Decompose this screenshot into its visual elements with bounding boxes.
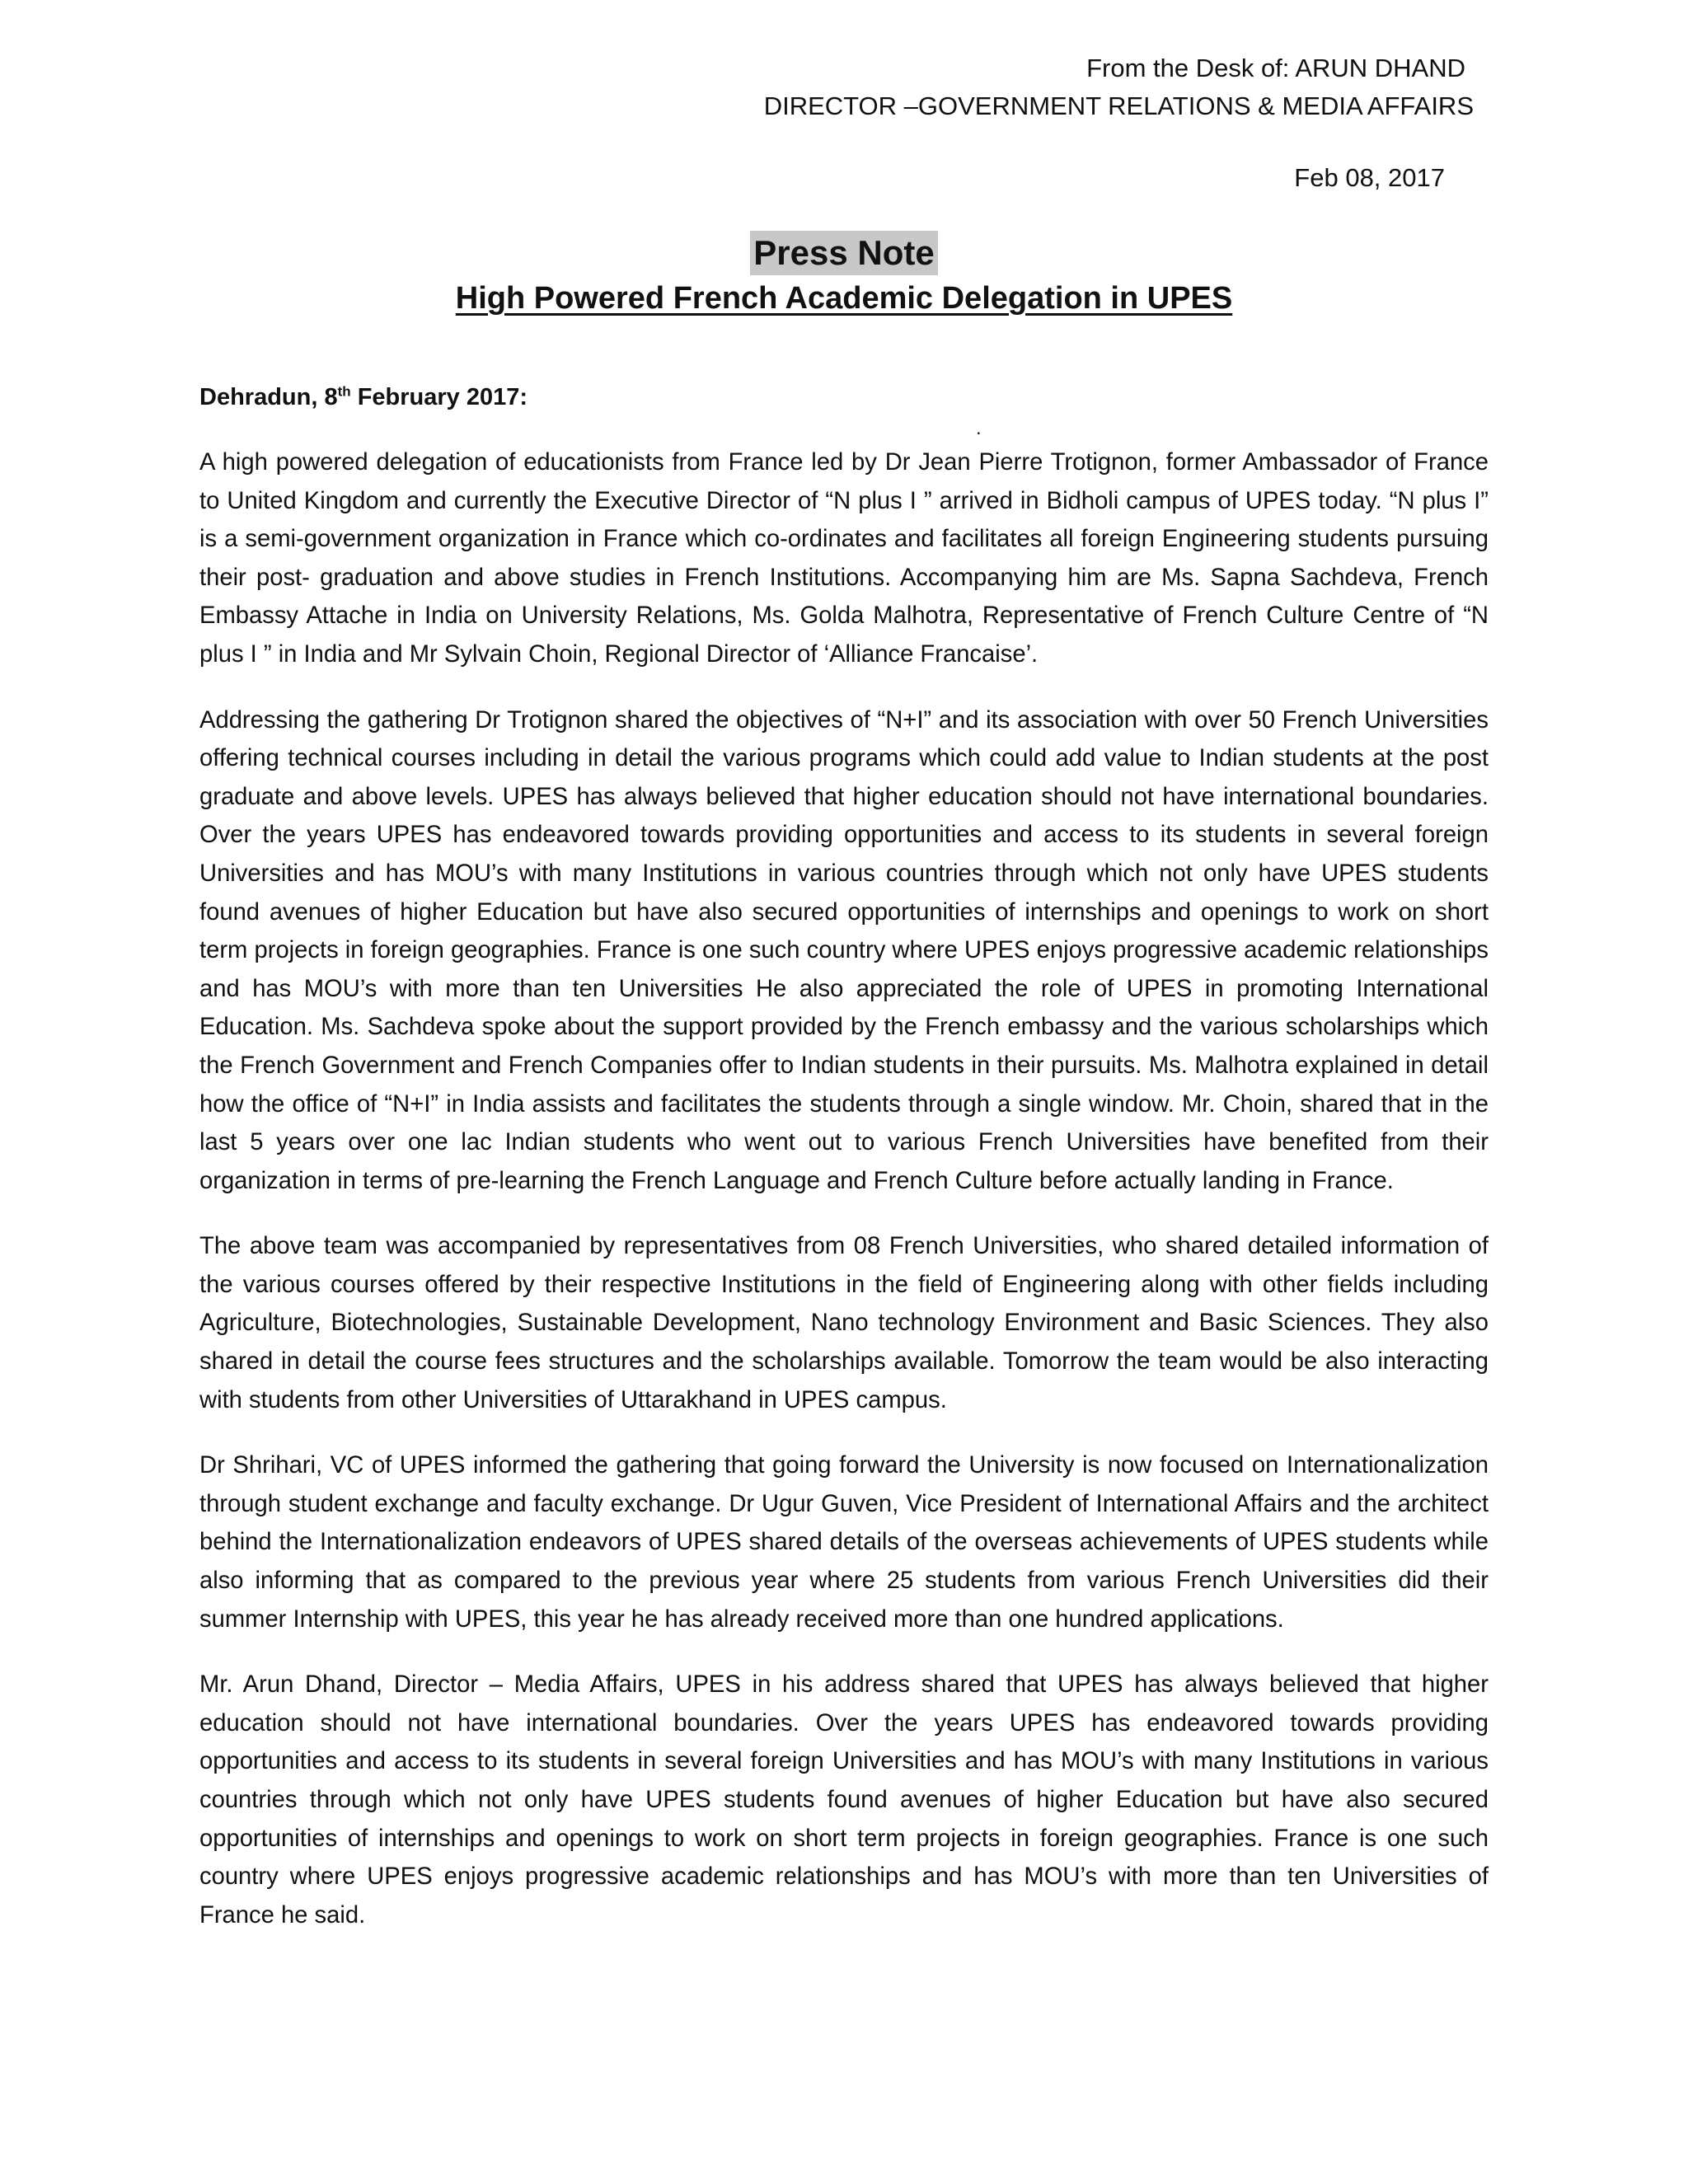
- press-headline: High Powered French Academic Delegation in UPES: [455, 281, 1233, 316]
- document-date: Feb 08, 2017: [1294, 163, 1445, 192]
- dateline-superscript: th: [337, 383, 351, 400]
- paragraph-5: Mr. Arun Dhand, Director – Media Affairs, UPES in his address shared that UPES has always believed that higher education should not have international boundaries. Over the years UPES has endeavored towards providing opportunities and access to its students in several foreign Universities and has MOU’s with many Institutions in various countries through which not only have UPES students found avenues of higher Education but have also secured opportunities of internships and openings to work on short term projects in foreign geographies. France is one such country where UPES enjoys progressive academic relationships and has MOU’s with more than ten Universities of France he said.: [199, 1671, 1489, 1929]
- dateline-suffix: February 2017:: [350, 384, 528, 410]
- director-title-line: DIRECTOR –GOVERNMENT RELATIONS & MEDIA AFFAIRS: [763, 91, 1474, 120]
- stray-dot: .: [976, 417, 982, 439]
- press-note-label: Press Note: [750, 231, 937, 275]
- paragraph-2: Addressing the gathering Dr Trotignon shared the objectives of “N+I” and its association with over 50 French Universities offering technical courses including in detail the various programs which could add value to Indian students at the post graduate and above levels. UPES has always believed that higher education should not have international boundaries. Over the years UPES has endeavored towards providing opportunities and access to its students in several foreign Universities and has MOU’s with many Institutions in various countries through which not only have UPES students found avenues of higher Education but have also secured opportunities of internships and openings to work on short term projects in foreign geographies. France is one such country where UPES enjoys progressive academic relationships and has MOU’s with more than ten Universities He also appreciated the role of UPES in promoting International Education. Ms. Sachdeva spoke about the support provided by the French embassy and the various scholarships which the French Government and French Companies offer to Indian students in their pursuits. Ms. Malhotra explained in detail how the office of “N+I” in India assists and facilitates the students through a single window. Mr. Choin, shared that in the last 5 years over one lac Indian students who went out to various French Universities have benefited from their organization in terms of pre-learning the French Language and French Culture before actually landing in France.: [199, 706, 1489, 1194]
- paragraph-1: A high powered delegation of educationists from France led by Dr Jean Pierre Trotignon, former Ambassador of France to United Kingdom and currently the Executive Director of “N plus I ” arrived in Bidholi campus of UPES today. “N plus I” is a semi-government organization in France which co-ordinates and facilitates all foreign Engineering students pursuing their post- graduation and above studies in French Institutions. Accompanying him are Ms. Sapna Sachdeva, French Embassy Attache in India on University Relations, Ms. Golda Malhotra, Representative of French Culture Centre of “N plus I ” in India and Mr Sylvain Choin, Regional Director of ‘Alliance Francaise’.: [199, 449, 1489, 668]
- press-body: [199, 443, 1489, 1961]
- press-note-heading: [0, 231, 1688, 275]
- paragraph-4: Dr Shrihari, VC of UPES informed the gathering that going forward the University is now focused on Internationalization through student exchange and faculty exchange. Dr Ugur Guven, Vice President of International Affairs and the architect behind the Internationalization endeavors of UPES shared details of the overseas achievements of UPES students while also informing that as compared to the previous year where 25 students from various French Universities did their summer Internship with UPES, this year he has already received more than one hundred applications.: [199, 1452, 1489, 1633]
- dateline: [199, 381, 528, 414]
- paragraph-3: The above team was accompanied by representatives from 08 French Universities, who shared detailed information of the various courses offered by their respective Institutions in the field of Engineering along with other fields including Agriculture, Biotechnologies, Sustainable Development, Nano technology Environment and Basic Sciences. They also shared in detail the course fees structures and the scholarships available. Tomorrow the team would be also interacting with students from other Universities of Uttarakhand in UPES campus.: [199, 1233, 1489, 1413]
- dateline-prefix: Dehradun, 8: [199, 384, 338, 410]
- from-desk-block: [764, 49, 1474, 125]
- from-desk-line: From the Desk of: ARUN DHAND: [1086, 54, 1465, 82]
